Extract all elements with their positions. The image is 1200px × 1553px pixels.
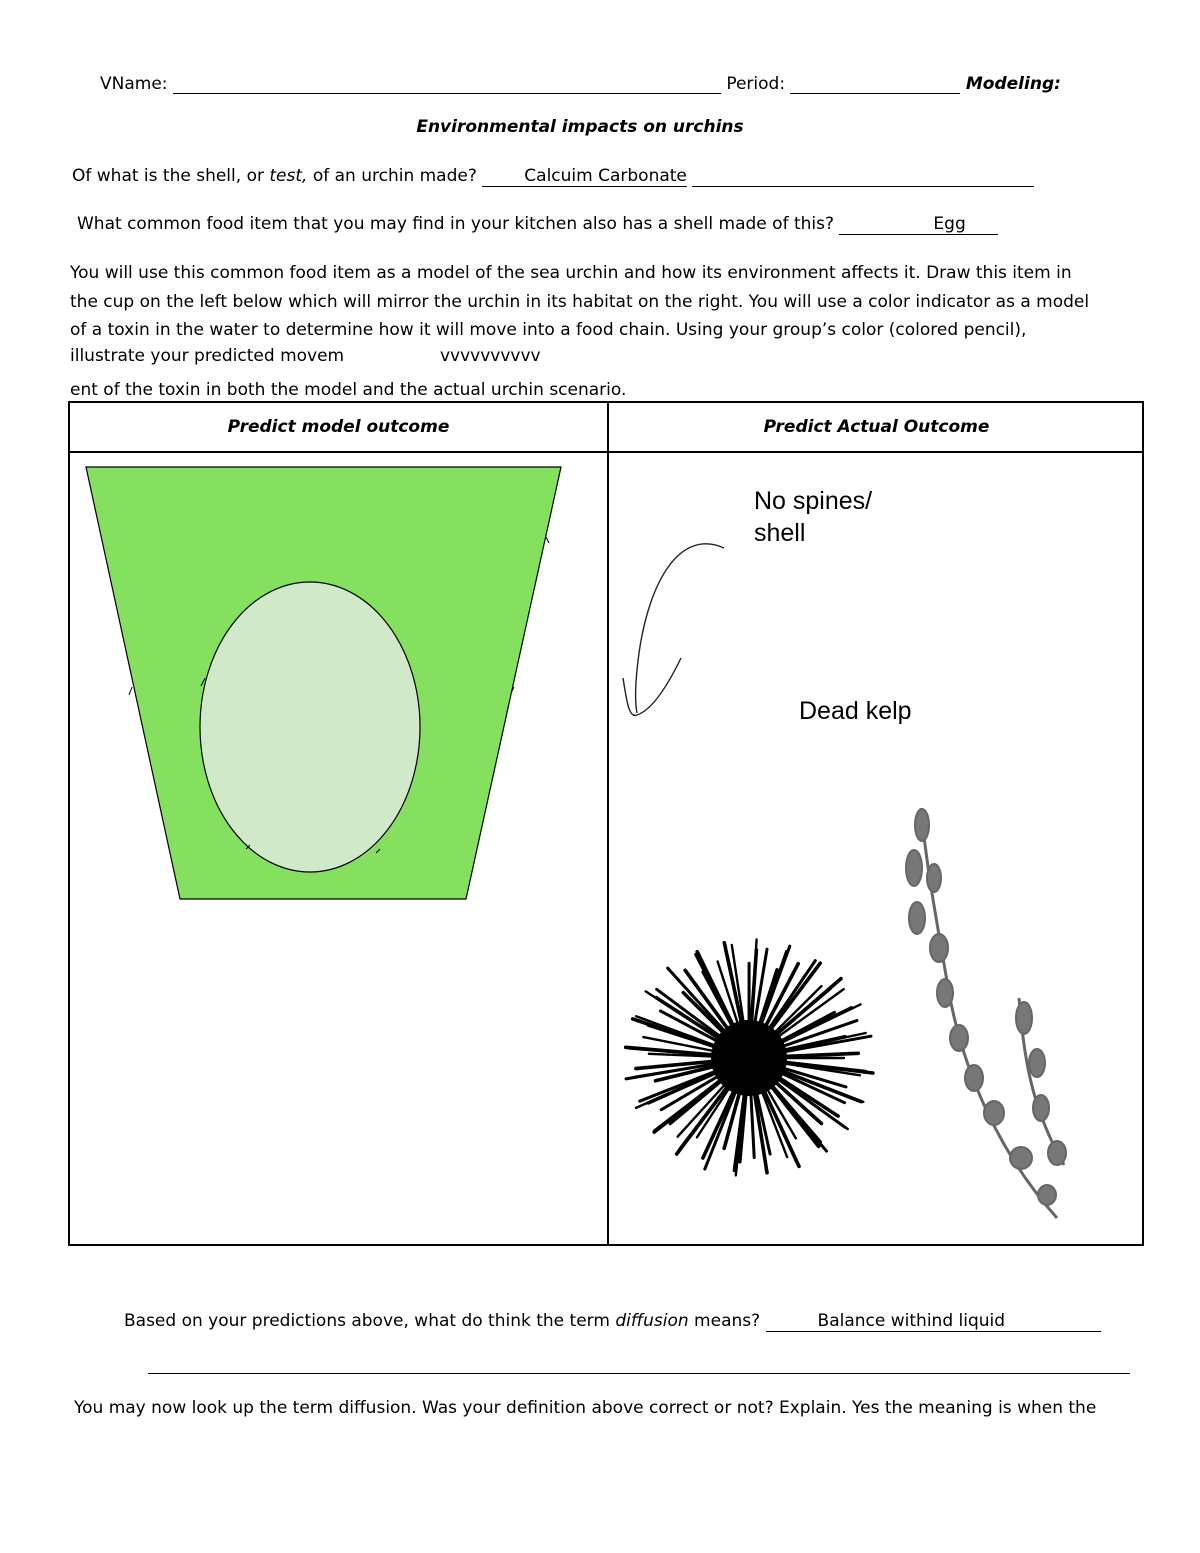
instructions-stray-text: vvvvvvvvvv: [440, 346, 541, 366]
no-spines-line-2: shell: [754, 519, 806, 547]
kelp-leaf: [1033, 1095, 1049, 1121]
q2-blank-lead: [839, 216, 933, 235]
q3-text-pre: Based on your predictions above, what do think the term: [124, 1311, 616, 1331]
kelp-leaf: [1038, 1185, 1056, 1205]
instructions-line-4: [70, 346, 541, 366]
q3-text-post: means?: [688, 1311, 766, 1331]
instructions-line-4a: illustrate your predicted movem: [70, 346, 345, 366]
model-outcome-header: Predict model outcome: [227, 417, 450, 437]
question-lookup: You may now look up the term diffusion. Was your definition above correct or not? Explain. Yes the meaning is when the: [74, 1398, 1097, 1418]
actual-outcome-header: Predict Actual Outcome: [763, 417, 990, 437]
modeling-label: Modeling:: [965, 74, 1061, 94]
q1-text-emph: test,: [269, 166, 308, 186]
kelp-leaf: [906, 850, 922, 886]
kelp-leaf: [1029, 1049, 1045, 1077]
q1-text-post: of an urchin made?: [307, 166, 483, 186]
kelp-leaf: [950, 1025, 968, 1051]
q3-answer-line-2[interactable]: [148, 1373, 1130, 1374]
kelp-leaf: [1048, 1141, 1066, 1165]
q3-blank-trail: [1005, 1313, 1101, 1332]
cup-drawing: [70, 453, 607, 1246]
q1-answer[interactable]: Calcuim Carbonate: [524, 166, 687, 186]
q2-blank-trail: [966, 216, 998, 235]
kelp-leaf: [915, 809, 929, 841]
header-line: [100, 74, 1061, 94]
kelp-leaf: [937, 979, 953, 1007]
kelp-leaf: [927, 864, 941, 892]
prediction-table: [68, 401, 1144, 1246]
instructions-line-5: ent of the toxin in both the model and the actual urchin scenario.: [70, 380, 627, 400]
kelp-leaf: [965, 1065, 983, 1091]
period-label: Period:: [726, 74, 786, 94]
dead-kelp-illustration: [609, 453, 1144, 1246]
kelp-leaf: [1010, 1147, 1032, 1169]
period-field[interactable]: [790, 75, 960, 94]
q2-text: What common food item that you may find in your kitchen also has a shell made of this?: [77, 214, 834, 234]
model-outcome-cell[interactable]: [70, 453, 607, 1246]
kelp-leaf: [930, 934, 948, 962]
instructions-line-3: of a toxin in the water to determine how it will move into a food chain. Using your group’s color (colored pencil),: [70, 320, 1027, 340]
page-title: Environmental impacts on urchins: [416, 117, 744, 137]
question-kitchen-item: [77, 214, 998, 235]
dead-kelp-note: Dead kelp: [799, 697, 912, 725]
kelp-leaf: [909, 902, 925, 934]
q1-text-pre: Of what is the shell, or: [72, 166, 270, 186]
q3-answer[interactable]: Balance withind liquid: [817, 1311, 1006, 1331]
instructions-line-2: the cup on the left below which will mirror the urchin in its habitat on the right. You will use a color indicator as a model: [70, 291, 1090, 312]
question-shell-material: [72, 166, 1034, 187]
kelp-leaf: [984, 1101, 1004, 1125]
egg-shape: [200, 582, 420, 872]
instructions-paragraph: [70, 259, 1130, 345]
q3-text-emph: diffusion: [615, 1311, 689, 1331]
name-field[interactable]: [173, 75, 721, 94]
question-diffusion: [124, 1311, 1101, 1332]
q3-blank-lead: [766, 1313, 818, 1332]
kelp-leaf: [1016, 1002, 1032, 1034]
instructions-line-1: You will use this common food item as a model of the sea urchin and how its environment affects it. Draw this item in: [70, 263, 1072, 283]
no-spines-line-1: No spines/: [754, 487, 873, 515]
q2-answer[interactable]: Egg: [933, 214, 966, 234]
actual-outcome-cell[interactable]: [609, 453, 1144, 1246]
q1-blank-trail: [692, 168, 1034, 187]
q1-blank-lead: [482, 168, 524, 187]
kelp-stem-main: [921, 808, 1057, 1218]
name-label: VName:: [100, 74, 168, 94]
